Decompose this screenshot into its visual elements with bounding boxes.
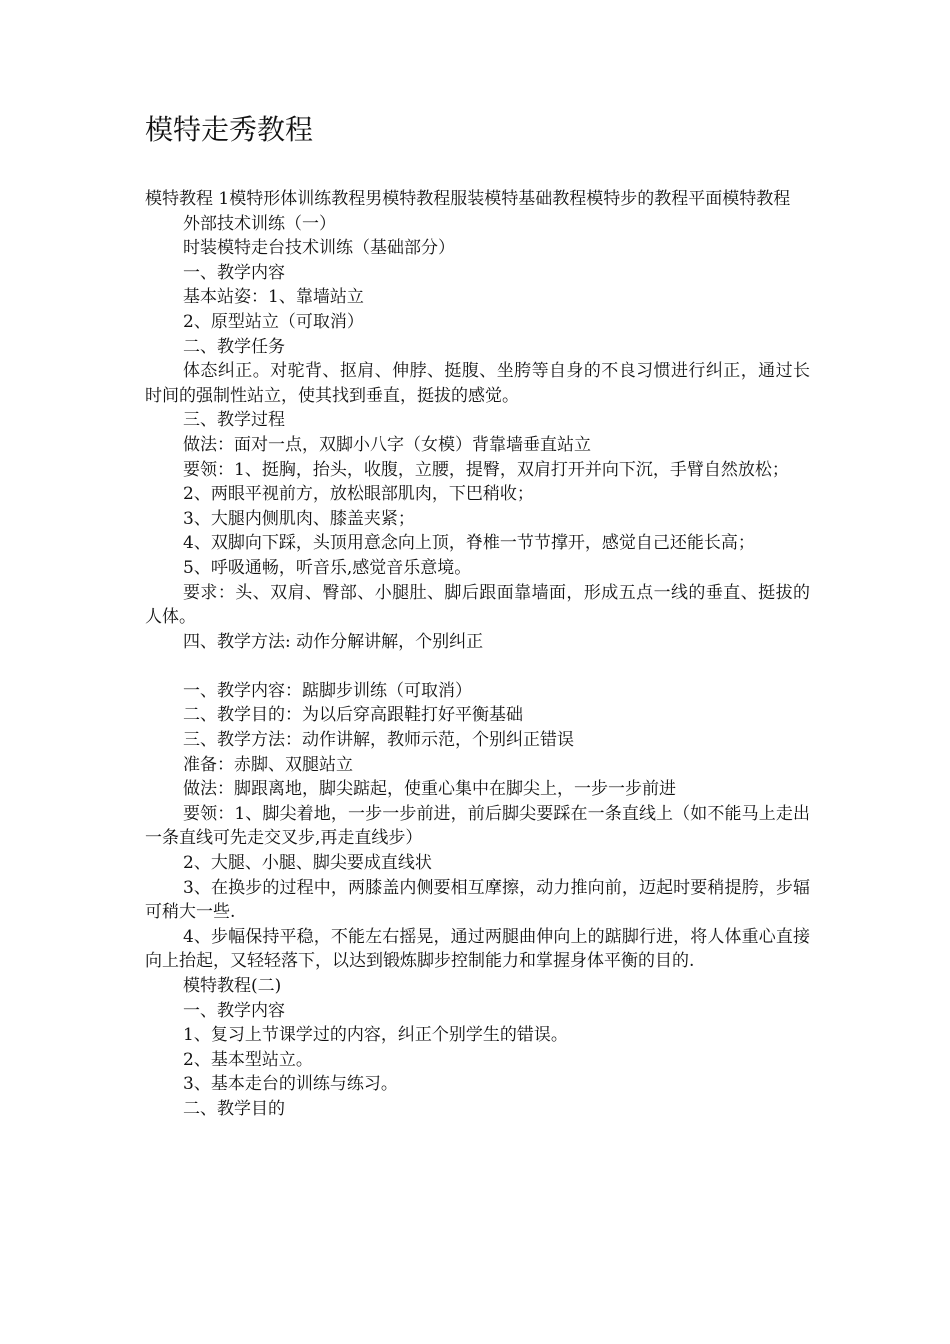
paragraph: 4、双脚向下踩，头顶用意念向上顶，脊椎一节节撑开，感觉自己还能长高；: [183, 533, 755, 554]
paragraph: 要领：1、脚尖着地，一步一步前进，前后脚尖要踩在一条直线上（如不能马上走出一条直线可先走交叉步,再走直线步）: [145, 803, 810, 849]
document-body: [145, 187, 810, 1122]
paragraph: 准备：赤脚、双腿站立: [183, 754, 353, 775]
paragraph: 二、教学目的：为以后穿高跟鞋打好平衡基础: [183, 705, 523, 726]
paragraph: 一、教学内容: [183, 262, 285, 283]
paragraph: 时装模特走台技术训练（基础部分）: [183, 238, 455, 259]
paragraph: 3、大腿内侧肌肉、膝盖夹紧；: [183, 508, 415, 529]
paragraph: 3、基本走台的训练与练习。: [183, 1074, 398, 1095]
paragraph: 做法：脚跟离地，脚尖踮起，使重心集中在脚尖上，一步一步前进: [183, 779, 676, 800]
paragraph: 体态纠正。对驼背、抠肩、伸脖、挺腹、坐胯等自身的不良习惯进行纠正，通过长时间的强制性站立，使其找到垂直，挺拔的感觉。: [145, 361, 810, 406]
paragraph: 2、原型站立（可取消）: [183, 311, 364, 332]
paragraph: 5、呼吸通畅，听音乐,感觉音乐意境。: [183, 557, 472, 578]
paragraph: 二、教学目的: [183, 1098, 285, 1119]
paragraph: 4、步幅保持平稳，不能左右摇晃，通过两腿曲伸向上的踮脚行进，将人体重心直接向上抬起，又轻轻落下，以达到锻炼脚步控制能力和掌握身体平衡的目的.: [145, 926, 810, 972]
paragraph: 做法：面对一点，双脚小八字（女模）背靠墙垂直站立: [183, 434, 591, 455]
paragraph: 三、教学方法：动作讲解，教师示范，个别纠正错误: [183, 730, 574, 751]
paragraph: 3、在换步的过程中，两膝盖内侧要相互摩擦，动力推向前，迈起时要稍提胯，步辐可稍大一些.: [145, 877, 810, 923]
paragraph: 模特教程(二): [183, 976, 282, 996]
paragraph: 一、教学内容：踮脚步训练（可取消）: [183, 680, 472, 701]
blank-line: [145, 654, 810, 679]
paragraph: 二、教学任务: [183, 336, 285, 357]
paragraph: 四、教学方法: 动作分解讲解，个别纠正: [183, 631, 484, 652]
paragraph: 一、教学内容: [183, 1000, 285, 1021]
paragraph: 基本站姿：1、靠墙站立: [183, 287, 364, 308]
paragraph: 2、两眼平视前方，放松眼部肌肉，下巴稍收；: [183, 484, 534, 505]
paragraph: 2、大腿、小腿、脚尖要成直线状: [183, 853, 432, 874]
paragraph: 模特教程 1模特形体训练教程男模特教程服装模特基础教程模特步的教程平面模特教程: [145, 189, 791, 209]
paragraph: 三、教学过程: [183, 410, 285, 431]
document-title: 模特走秀教程: [145, 113, 314, 146]
paragraph: 2、基本型站立。: [183, 1049, 313, 1070]
paragraph: 1、复习上节课学过的内容，纠正个别学生的错误。: [183, 1025, 568, 1046]
paragraph: 外部技术训练（一）: [183, 213, 336, 234]
paragraph: 要领：1、挺胸，抬头，收腹，立腰，提臀，双肩打开并向下沉，手臂自然放松；: [183, 459, 789, 480]
paragraph: 要求：头、双肩、臀部、小腿肚、脚后跟面靠墙面，形成五点一线的垂直、挺拔的人体。: [145, 582, 810, 628]
